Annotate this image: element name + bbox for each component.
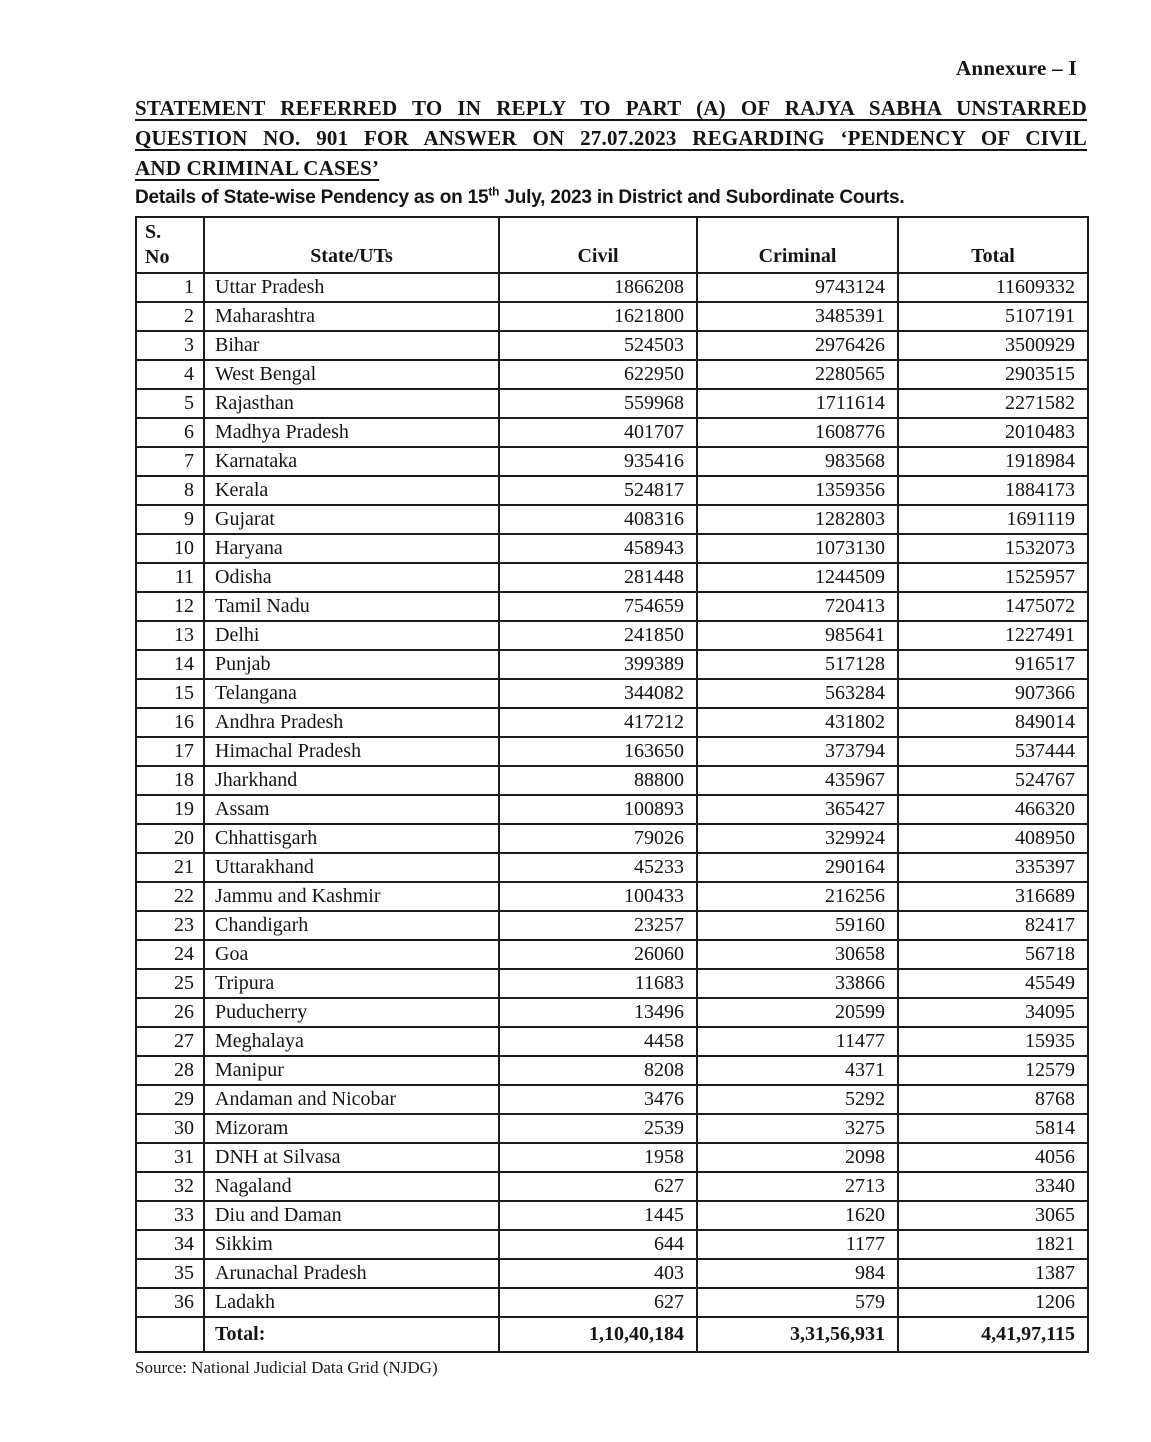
state-name-cell: West Bengal bbox=[204, 360, 499, 389]
total-count-cell: 907366 bbox=[898, 679, 1088, 708]
serial-number-cell: 13 bbox=[136, 621, 204, 650]
table-row bbox=[136, 650, 1088, 679]
total-count-cell: 1227491 bbox=[898, 621, 1088, 650]
criminal-count-cell: 1608776 bbox=[697, 418, 898, 447]
serial-number-cell: 28 bbox=[136, 1056, 204, 1085]
civil-count-cell: 408316 bbox=[499, 505, 697, 534]
civil-count-cell: 559968 bbox=[499, 389, 697, 418]
state-name-cell: Tripura bbox=[204, 969, 499, 998]
civil-count-cell: 45233 bbox=[499, 853, 697, 882]
criminal-count-cell: 984 bbox=[697, 1259, 898, 1288]
serial-number-cell: 4 bbox=[136, 360, 204, 389]
total-count-cell: 34095 bbox=[898, 998, 1088, 1027]
civil-count-cell: 622950 bbox=[499, 360, 697, 389]
total-count-cell: 11609332 bbox=[898, 273, 1088, 302]
table-row bbox=[136, 621, 1088, 650]
civil-count-cell: 241850 bbox=[499, 621, 697, 650]
state-name-cell: Assam bbox=[204, 795, 499, 824]
state-name-cell: Jammu and Kashmir bbox=[204, 882, 499, 911]
total-civil-cell: 1,10,40,184 bbox=[499, 1317, 697, 1352]
criminal-count-cell: 1073130 bbox=[697, 534, 898, 563]
table-row bbox=[136, 737, 1088, 766]
state-name-cell: Ladakh bbox=[204, 1288, 499, 1317]
header-serial-number bbox=[136, 217, 204, 273]
table-row bbox=[136, 911, 1088, 940]
table-row bbox=[136, 1027, 1088, 1056]
state-name-cell: Gujarat bbox=[204, 505, 499, 534]
criminal-count-cell: 329924 bbox=[697, 824, 898, 853]
criminal-count-cell: 5292 bbox=[697, 1085, 898, 1114]
table-row bbox=[136, 1143, 1088, 1172]
civil-count-cell: 26060 bbox=[499, 940, 697, 969]
table-row bbox=[136, 360, 1088, 389]
civil-count-cell: 344082 bbox=[499, 679, 697, 708]
annexure-label: Annexure – I bbox=[955, 56, 1077, 80]
total-count-cell: 849014 bbox=[898, 708, 1088, 737]
serial-number-cell: 34 bbox=[136, 1230, 204, 1259]
criminal-count-cell: 1282803 bbox=[697, 505, 898, 534]
state-name-cell: Maharashtra bbox=[204, 302, 499, 331]
state-name-cell: Haryana bbox=[204, 534, 499, 563]
table-row bbox=[136, 1201, 1088, 1230]
serial-number-cell: 36 bbox=[136, 1288, 204, 1317]
civil-count-cell: 100433 bbox=[499, 882, 697, 911]
total-count-cell: 4056 bbox=[898, 1143, 1088, 1172]
state-name-cell: Himachal Pradesh bbox=[204, 737, 499, 766]
criminal-count-cell: 1711614 bbox=[697, 389, 898, 418]
total-count-cell: 12579 bbox=[898, 1056, 1088, 1085]
state-name-cell: Meghalaya bbox=[204, 1027, 499, 1056]
table-row bbox=[136, 1085, 1088, 1114]
criminal-count-cell: 20599 bbox=[697, 998, 898, 1027]
serial-number-cell: 9 bbox=[136, 505, 204, 534]
criminal-count-cell: 431802 bbox=[697, 708, 898, 737]
table-row bbox=[136, 1056, 1088, 1085]
header-serial-line1: S. bbox=[145, 221, 162, 243]
table-row bbox=[136, 302, 1088, 331]
total-count-cell: 335397 bbox=[898, 853, 1088, 882]
total-count-cell: 3500929 bbox=[898, 331, 1088, 360]
total-count-cell: 3340 bbox=[898, 1172, 1088, 1201]
total-count-cell: 2010483 bbox=[898, 418, 1088, 447]
header-criminal: Criminal bbox=[697, 217, 898, 273]
serial-number-cell: 10 bbox=[136, 534, 204, 563]
serial-number-cell: 7 bbox=[136, 447, 204, 476]
civil-count-cell: 417212 bbox=[499, 708, 697, 737]
total-serial-cell bbox=[136, 1317, 204, 1352]
criminal-count-cell: 4371 bbox=[697, 1056, 898, 1085]
total-count-cell: 45549 bbox=[898, 969, 1088, 998]
civil-count-cell: 11683 bbox=[499, 969, 697, 998]
civil-count-cell: 403 bbox=[499, 1259, 697, 1288]
table-row bbox=[136, 1230, 1088, 1259]
civil-count-cell: 458943 bbox=[499, 534, 697, 563]
serial-number-cell: 19 bbox=[136, 795, 204, 824]
criminal-count-cell: 517128 bbox=[697, 650, 898, 679]
criminal-count-cell: 59160 bbox=[697, 911, 898, 940]
serial-number-cell: 15 bbox=[136, 679, 204, 708]
civil-count-cell: 524817 bbox=[499, 476, 697, 505]
civil-count-cell: 1445 bbox=[499, 1201, 697, 1230]
table-row bbox=[136, 476, 1088, 505]
state-name-cell: Kerala bbox=[204, 476, 499, 505]
caption-superscript: th bbox=[488, 184, 500, 199]
state-name-cell: Goa bbox=[204, 940, 499, 969]
criminal-count-cell: 985641 bbox=[697, 621, 898, 650]
civil-count-cell: 935416 bbox=[499, 447, 697, 476]
total-count-cell: 537444 bbox=[898, 737, 1088, 766]
state-name-cell: Jharkhand bbox=[204, 766, 499, 795]
civil-count-cell: 88800 bbox=[499, 766, 697, 795]
total-count-cell: 56718 bbox=[898, 940, 1088, 969]
civil-count-cell: 281448 bbox=[499, 563, 697, 592]
serial-number-cell: 3 bbox=[136, 331, 204, 360]
state-name-cell: Andhra Pradesh bbox=[204, 708, 499, 737]
serial-number-cell: 11 bbox=[136, 563, 204, 592]
state-name-cell: Rajasthan bbox=[204, 389, 499, 418]
table-row bbox=[136, 1172, 1088, 1201]
civil-count-cell: 399389 bbox=[499, 650, 697, 679]
header-row bbox=[136, 217, 1088, 273]
criminal-count-cell: 2976426 bbox=[697, 331, 898, 360]
civil-count-cell: 401707 bbox=[499, 418, 697, 447]
criminal-count-cell: 365427 bbox=[697, 795, 898, 824]
table-row bbox=[136, 882, 1088, 911]
total-count-cell: 1691119 bbox=[898, 505, 1088, 534]
table-caption bbox=[135, 184, 1151, 209]
header-serial-line2: No bbox=[145, 246, 170, 268]
state-name-cell: Punjab bbox=[204, 650, 499, 679]
total-grand-cell: 4,41,97,115 bbox=[898, 1317, 1088, 1352]
civil-count-cell: 627 bbox=[499, 1288, 697, 1317]
criminal-count-cell: 563284 bbox=[697, 679, 898, 708]
serial-number-cell: 1 bbox=[136, 273, 204, 302]
table-row bbox=[136, 708, 1088, 737]
state-name-cell: Madhya Pradesh bbox=[204, 418, 499, 447]
serial-number-cell: 5 bbox=[136, 389, 204, 418]
criminal-count-cell: 30658 bbox=[697, 940, 898, 969]
civil-count-cell: 1621800 bbox=[499, 302, 697, 331]
total-count-cell: 5814 bbox=[898, 1114, 1088, 1143]
table-row bbox=[136, 853, 1088, 882]
criminal-count-cell: 33866 bbox=[697, 969, 898, 998]
serial-number-cell: 6 bbox=[136, 418, 204, 447]
total-count-cell: 1525957 bbox=[898, 563, 1088, 592]
table-row bbox=[136, 1114, 1088, 1143]
state-name-cell: Bihar bbox=[204, 331, 499, 360]
serial-number-cell: 16 bbox=[136, 708, 204, 737]
serial-number-cell: 24 bbox=[136, 940, 204, 969]
civil-count-cell: 2539 bbox=[499, 1114, 697, 1143]
table-row bbox=[136, 940, 1088, 969]
serial-number-cell: 35 bbox=[136, 1259, 204, 1288]
table-row bbox=[136, 1259, 1088, 1288]
total-count-cell: 1532073 bbox=[898, 534, 1088, 563]
total-row bbox=[136, 1317, 1088, 1352]
civil-count-cell: 23257 bbox=[499, 911, 697, 940]
total-count-cell: 916517 bbox=[898, 650, 1088, 679]
serial-number-cell: 25 bbox=[136, 969, 204, 998]
civil-count-cell: 1866208 bbox=[499, 273, 697, 302]
state-name-cell: Chhattisgarh bbox=[204, 824, 499, 853]
table-row bbox=[136, 998, 1088, 1027]
criminal-count-cell: 290164 bbox=[697, 853, 898, 882]
total-count-cell: 1387 bbox=[898, 1259, 1088, 1288]
state-name-cell: Sikkim bbox=[204, 1230, 499, 1259]
table-row bbox=[136, 824, 1088, 853]
total-count-cell: 1884173 bbox=[898, 476, 1088, 505]
total-count-cell: 466320 bbox=[898, 795, 1088, 824]
serial-number-cell: 17 bbox=[136, 737, 204, 766]
serial-number-cell: 26 bbox=[136, 998, 204, 1027]
state-name-cell: Arunachal Pradesh bbox=[204, 1259, 499, 1288]
serial-number-cell: 20 bbox=[136, 824, 204, 853]
civil-count-cell: 1958 bbox=[499, 1143, 697, 1172]
serial-number-cell: 23 bbox=[136, 911, 204, 940]
total-count-cell: 5107191 bbox=[898, 302, 1088, 331]
civil-count-cell: 627 bbox=[499, 1172, 697, 1201]
total-count-cell: 1475072 bbox=[898, 592, 1088, 621]
table-row bbox=[136, 766, 1088, 795]
state-name-cell: Diu and Daman bbox=[204, 1201, 499, 1230]
table-row bbox=[136, 534, 1088, 563]
total-count-cell: 15935 bbox=[898, 1027, 1088, 1056]
criminal-count-cell: 983568 bbox=[697, 447, 898, 476]
table-body bbox=[136, 273, 1088, 1317]
civil-count-cell: 163650 bbox=[499, 737, 697, 766]
serial-number-cell: 22 bbox=[136, 882, 204, 911]
total-count-cell: 82417 bbox=[898, 911, 1088, 940]
civil-count-cell: 524503 bbox=[499, 331, 697, 360]
state-name-cell: Uttarakhand bbox=[204, 853, 499, 882]
state-name-cell: Uttar Pradesh bbox=[204, 273, 499, 302]
state-name-cell: Karnataka bbox=[204, 447, 499, 476]
header-total: Total bbox=[898, 217, 1088, 273]
table-row bbox=[136, 969, 1088, 998]
total-count-cell: 316689 bbox=[898, 882, 1088, 911]
state-name-cell: Manipur bbox=[204, 1056, 499, 1085]
state-name-cell: Nagaland bbox=[204, 1172, 499, 1201]
criminal-count-cell: 373794 bbox=[697, 737, 898, 766]
total-label-cell: Total: bbox=[204, 1317, 499, 1352]
title-line-2: QUESTION NO. 901 FOR ANSWER ON 27.07.2023 REGARDING ‘PENDENCY OF CIVIL bbox=[135, 126, 1087, 150]
pendency-table bbox=[135, 216, 1089, 1353]
criminal-count-cell: 9743124 bbox=[697, 273, 898, 302]
table-row bbox=[136, 447, 1088, 476]
table-row bbox=[136, 331, 1088, 360]
criminal-count-cell: 1244509 bbox=[697, 563, 898, 592]
total-count-cell: 524767 bbox=[898, 766, 1088, 795]
civil-count-cell: 754659 bbox=[499, 592, 697, 621]
criminal-count-cell: 216256 bbox=[697, 882, 898, 911]
civil-count-cell: 3476 bbox=[499, 1085, 697, 1114]
total-count-cell: 2903515 bbox=[898, 360, 1088, 389]
criminal-count-cell: 1620 bbox=[697, 1201, 898, 1230]
serial-number-cell: 18 bbox=[136, 766, 204, 795]
serial-number-cell: 33 bbox=[136, 1201, 204, 1230]
table-row bbox=[136, 563, 1088, 592]
total-count-cell: 8768 bbox=[898, 1085, 1088, 1114]
criminal-count-cell: 2098 bbox=[697, 1143, 898, 1172]
criminal-count-cell: 1177 bbox=[697, 1230, 898, 1259]
serial-number-cell: 29 bbox=[136, 1085, 204, 1114]
caption-text-suffix: July, 2023 in District and Subordinate Courts. bbox=[499, 187, 905, 208]
criminal-count-cell: 579 bbox=[697, 1288, 898, 1317]
table-row bbox=[136, 418, 1088, 447]
table-row bbox=[136, 795, 1088, 824]
state-name-cell: Puducherry bbox=[204, 998, 499, 1027]
criminal-count-cell: 435967 bbox=[697, 766, 898, 795]
state-name-cell: Delhi bbox=[204, 621, 499, 650]
serial-number-cell: 2 bbox=[136, 302, 204, 331]
serial-number-cell: 32 bbox=[136, 1172, 204, 1201]
criminal-count-cell: 3485391 bbox=[697, 302, 898, 331]
civil-count-cell: 8208 bbox=[499, 1056, 697, 1085]
table-row bbox=[136, 389, 1088, 418]
total-count-cell: 2271582 bbox=[898, 389, 1088, 418]
serial-number-cell: 8 bbox=[136, 476, 204, 505]
civil-count-cell: 100893 bbox=[499, 795, 697, 824]
state-name-cell: Andaman and Nicobar bbox=[204, 1085, 499, 1114]
title-line-1: STATEMENT REFERRED TO IN REPLY TO PART (A) OF RAJYA SABHA UNSTARRED bbox=[135, 96, 1087, 120]
criminal-count-cell: 2713 bbox=[697, 1172, 898, 1201]
civil-count-cell: 4458 bbox=[499, 1027, 697, 1056]
table-row bbox=[136, 505, 1088, 534]
source-note: Source: National Judicial Data Grid (NJDG) bbox=[135, 1358, 438, 1377]
table-row bbox=[136, 1288, 1088, 1317]
state-name-cell: Mizoram bbox=[204, 1114, 499, 1143]
criminal-count-cell: 3275 bbox=[697, 1114, 898, 1143]
title-line-3: AND CRIMINAL CASES’ bbox=[135, 156, 380, 180]
serial-number-cell: 27 bbox=[136, 1027, 204, 1056]
caption-text-prefix: Details of State-wise Pendency as on 15 bbox=[135, 187, 489, 208]
civil-count-cell: 79026 bbox=[499, 824, 697, 853]
civil-count-cell: 13496 bbox=[499, 998, 697, 1027]
criminal-count-cell: 11477 bbox=[697, 1027, 898, 1056]
table-row bbox=[136, 592, 1088, 621]
total-count-cell: 1206 bbox=[898, 1288, 1088, 1317]
total-count-cell: 1918984 bbox=[898, 447, 1088, 476]
state-name-cell: Telangana bbox=[204, 679, 499, 708]
criminal-count-cell: 720413 bbox=[697, 592, 898, 621]
total-count-cell: 3065 bbox=[898, 1201, 1088, 1230]
state-name-cell: DNH at Silvasa bbox=[204, 1143, 499, 1172]
header-civil: Civil bbox=[499, 217, 697, 273]
header-state: State/UTs bbox=[204, 217, 499, 273]
serial-number-cell: 14 bbox=[136, 650, 204, 679]
civil-count-cell: 644 bbox=[499, 1230, 697, 1259]
state-name-cell: Chandigarh bbox=[204, 911, 499, 940]
criminal-count-cell: 1359356 bbox=[697, 476, 898, 505]
serial-number-cell: 30 bbox=[136, 1114, 204, 1143]
serial-number-cell: 12 bbox=[136, 592, 204, 621]
total-count-cell: 408950 bbox=[898, 824, 1088, 853]
state-name-cell: Tamil Nadu bbox=[204, 592, 499, 621]
serial-number-cell: 21 bbox=[136, 853, 204, 882]
table-row bbox=[136, 679, 1088, 708]
table-row bbox=[136, 273, 1088, 302]
document-title bbox=[135, 93, 1087, 183]
total-count-cell: 1821 bbox=[898, 1230, 1088, 1259]
criminal-count-cell: 2280565 bbox=[697, 360, 898, 389]
state-name-cell: Odisha bbox=[204, 563, 499, 592]
serial-number-cell: 31 bbox=[136, 1143, 204, 1172]
total-criminal-cell: 3,31,56,931 bbox=[697, 1317, 898, 1352]
